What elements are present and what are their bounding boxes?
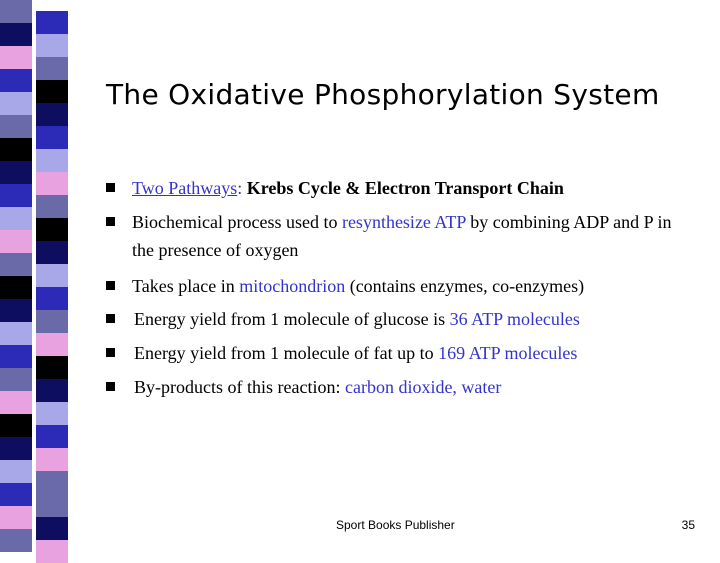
bullet-text-part: resynthesize ATP (341, 212, 466, 232)
slide-title: The Oxidative Phosphorylation System (106, 78, 660, 111)
bullet-text-part: mitochondrion (239, 276, 346, 296)
sidebar-stripe (36, 241, 68, 264)
bullet-text (132, 174, 692, 202)
sidebar-stripe (36, 34, 68, 57)
sidebar-stripe (36, 425, 68, 448)
sidebar-stripe (36, 195, 68, 218)
sidebar-stripe (36, 149, 68, 172)
sidebar-stripe (0, 115, 32, 138)
sidebar-stripe (36, 287, 68, 310)
sidebar-stripe (36, 11, 68, 34)
sidebar-stripe (0, 276, 32, 299)
bullet-text (132, 272, 692, 300)
bullet-text-part: carbon dioxide, water (344, 377, 502, 397)
bullet-marker (106, 314, 115, 323)
sidebar-stripe (0, 460, 32, 483)
bullet-text (134, 305, 694, 333)
sidebar-stripe (0, 69, 32, 92)
sidebar-stripe (36, 494, 68, 517)
sidebar-stripe (0, 0, 32, 23)
bullet-text-part: : (237, 178, 247, 198)
sidebar-stripe (36, 356, 68, 379)
sidebar-stripe (0, 483, 32, 506)
sidebar-stripe (36, 310, 68, 333)
bullet-text-part: Two Pathways (132, 178, 238, 198)
sidebar-stripe (0, 437, 32, 460)
bullet-marker (106, 217, 115, 226)
sidebar-stripe (0, 506, 32, 529)
sidebar-stripe (0, 299, 32, 322)
sidebar-stripe (0, 368, 32, 391)
sidebar-stripe (36, 379, 68, 402)
sidebar-stripe (0, 161, 32, 184)
sidebar-stripe (0, 414, 32, 437)
sidebar-stripe (36, 103, 68, 126)
bullet-text-part: (contains enzymes, co-enzymes) (345, 276, 585, 296)
bullet-text-part: Krebs Cycle & Electron Transport Chain (246, 178, 564, 198)
bullet-text (134, 373, 694, 401)
sidebar-stripe (36, 448, 68, 471)
sidebar-stripe (36, 126, 68, 149)
sidebar-stripe (36, 517, 68, 540)
bullet-text-part: By-products of this reaction: (134, 377, 345, 397)
sidebar-stripe (0, 46, 32, 69)
sidebar-stripe (0, 529, 32, 552)
sidebar-stripe (0, 345, 32, 368)
sidebar-stripe (0, 23, 32, 46)
bullet-text (132, 208, 692, 264)
sidebar-stripe (36, 402, 68, 425)
sidebar-stripe (0, 92, 32, 115)
bullet-text (134, 339, 694, 367)
sidebar-stripe (36, 172, 68, 195)
bullet-marker (106, 382, 115, 391)
sidebar-stripe (0, 230, 32, 253)
sidebar-stripe (36, 333, 68, 356)
page-number: 35 (681, 518, 695, 532)
bullet-text-part: Takes place in (132, 276, 240, 296)
sidebar-stripe (0, 207, 32, 230)
bullet-text-part: Energy yield from 1 molecule of fat up to (134, 343, 439, 363)
sidebar-stripe (36, 540, 68, 563)
sidebar-stripe (0, 253, 32, 276)
sidebar-stripe (36, 218, 68, 241)
bullet-text-part: 169 ATP molecules (438, 343, 578, 363)
sidebar-stripe (36, 471, 68, 494)
sidebar-stripe (36, 57, 68, 80)
bullet-marker (106, 281, 115, 290)
bullet-marker (106, 183, 115, 192)
sidebar-stripe (0, 322, 32, 345)
bullet-text-part: Biochemical process used to (132, 212, 342, 232)
sidebar-stripe (36, 80, 68, 103)
bullet-text-part: Energy yield from 1 molecule of glucose is (134, 309, 450, 329)
sidebar-stripe (0, 138, 32, 161)
sidebar-stripe (0, 184, 32, 207)
decorative-sidebar (0, 0, 68, 540)
bullet-marker (106, 348, 115, 357)
bullet-text-part: by combining ADP and P in the presence of oxygen (132, 212, 672, 260)
footer-publisher: Sport Books Publisher (336, 518, 455, 532)
bullet-text-part: 36 ATP molecules (449, 309, 580, 329)
sidebar-stripe (0, 391, 32, 414)
sidebar-stripe (36, 264, 68, 287)
